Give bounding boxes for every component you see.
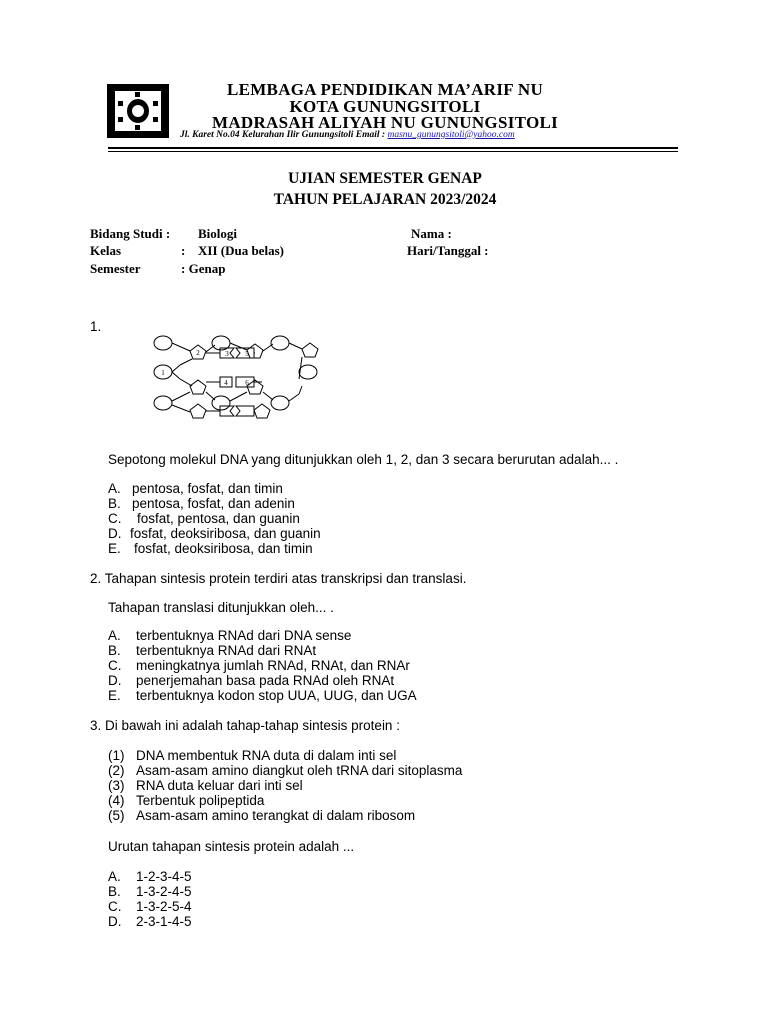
class-label: Kelas — [90, 243, 122, 258]
q1-option-b-letter: B. — [108, 496, 121, 511]
q3-option-b-letter: B. — [108, 884, 121, 899]
star-icon — [135, 125, 140, 130]
star-icon — [135, 92, 140, 97]
star-icon — [118, 117, 123, 122]
header-school: MADRASAH ALIYAH NU GUNUNGSITOLI — [211, 113, 559, 132]
address-text: Jl. Karet No.04 Kelurahan Ilir Gunungsitoli Email : — [180, 130, 386, 140]
q1-option-c: fosfat, pentosa, dan guanin — [137, 511, 300, 526]
q3-step-1: DNA membentuk RNA duta di dalam inti sel — [136, 748, 397, 763]
q1-option-a: pentosa, fosfat, dan timin — [132, 481, 283, 496]
q1-option-d-letter: D. — [108, 526, 122, 541]
header-divider-thin — [108, 151, 678, 152]
diagram-label-2: 2 — [196, 349, 200, 357]
q1-option-e: fosfat, deoksiribosa, dan timin — [134, 541, 313, 556]
q2-option-e-letter: E. — [108, 688, 121, 703]
q2-option-a-letter: A. — [108, 628, 121, 643]
q2-stem: 2. Tahapan sintesis protein terdiri atas transkripsi dan translasi. — [90, 571, 467, 586]
q3-option-d-letter: D. — [108, 914, 122, 929]
q1-option-b: pentosa, fosfat, dan adenin — [132, 496, 295, 511]
q3-stem: 3. Di bawah ini adalah tahap-tahap sintesis protein : — [90, 718, 400, 733]
diagram-label-5: 5 — [245, 350, 249, 358]
diagram-label-1: 1 — [161, 369, 165, 377]
logo-frame — [115, 91, 161, 131]
q1-option-d: fosfat, deoksiribosa, dan guanin — [130, 526, 321, 541]
class-value: XII (Dua belas) — [198, 243, 284, 258]
star-icon — [153, 117, 158, 122]
exam-year: TAHUN PELAJARAN 2023/2024 — [273, 191, 497, 208]
q1-number: 1. — [90, 319, 102, 334]
school-logo — [107, 84, 169, 138]
q2-option-b-letter: B. — [108, 643, 121, 658]
star-icon — [118, 101, 123, 106]
q1-option-a-letter: A. — [108, 481, 121, 496]
q3-step-5-num: (5) — [108, 808, 125, 823]
q2-option-c-letter: C. — [108, 658, 122, 673]
dna-diagram — [150, 328, 330, 423]
exam-title: UJIAN SEMESTER GENAP — [288, 170, 482, 187]
semester-value: : Genap — [181, 261, 226, 276]
q1-option-c-letter: C. — [108, 511, 122, 526]
q3-step-5: Asam-asam amino terangkat di dalam ribosom — [136, 808, 416, 823]
header-divider — [108, 147, 678, 149]
semester-label: Semester — [90, 261, 141, 276]
q1-option-e-letter: E. — [108, 541, 121, 556]
q3-option-b: 1-3-2-4-5 — [136, 884, 192, 899]
q3-step-3-num: (3) — [108, 778, 125, 793]
star-icon — [153, 101, 158, 106]
globe-icon — [127, 99, 149, 123]
class-colon: : — [181, 243, 186, 258]
subject-label: Bidang Studi : — [90, 226, 171, 241]
q3-option-c-letter: C. — [108, 899, 122, 914]
q3-step-4-num: (4) — [108, 793, 125, 808]
diagram-label-3: 3 — [225, 350, 229, 358]
q1-stem: Sepotong molekul DNA yang ditunjukkan oleh 1, 2, dan 3 secara berurutan adalah... . — [108, 452, 619, 467]
q3-option-d: 2-3-1-4-5 — [136, 914, 192, 929]
q2-option-e: terbentuknya kodon stop UUA, UUG, dan UGA — [136, 688, 417, 703]
email-link[interactable]: masnu_gunungsitoli@yahoo.com — [387, 130, 515, 140]
header-institution: LEMBAGA PENDIDIKAN MA’ARIF NU — [226, 80, 544, 99]
q3-option-c: 1-3-2-5-4 — [136, 899, 192, 914]
q2-option-b: terbentuknya RNAd dari RNAt — [136, 643, 317, 658]
header-city: KOTA GUNUNGSITOLI — [289, 97, 481, 116]
q3-step-1-num: (1) — [108, 748, 125, 763]
q2-option-d-letter: D. — [108, 673, 122, 688]
q3-step-3: RNA duta keluar dari inti sel — [136, 778, 303, 793]
q3-step-2-num: (2) — [108, 763, 125, 778]
diagram-label-4: 4 — [224, 379, 228, 387]
header-address — [180, 130, 515, 140]
q3-step-2: Asam-asam amino diangkut oleh tRNA dari sitoplasma — [136, 763, 463, 778]
q2-option-a: terbentuknya RNAd dari DNA sense — [136, 628, 352, 643]
subject-value: Biologi — [198, 226, 238, 241]
q2-option-d: penerjemahan basa pada RNAd oleh RNAt — [136, 673, 395, 688]
name-label: Nama : — [411, 226, 452, 241]
q3-option-a-letter: A. — [108, 869, 121, 884]
q2-option-c: meningkatnya jumlah RNAd, RNAt, dan RNAr — [136, 658, 410, 673]
diagram-label-6: 6 — [245, 379, 249, 387]
date-label: Hari/Tanggal : — [407, 243, 489, 258]
q2-sub: Tahapan translasi ditunjukkan oleh... . — [108, 600, 334, 615]
q3-step-4: Terbentuk polipeptida — [136, 793, 265, 808]
q3-sub: Urutan tahapan sintesis protein adalah ... — [108, 839, 355, 854]
q3-option-a: 1-2-3-4-5 — [136, 869, 192, 884]
